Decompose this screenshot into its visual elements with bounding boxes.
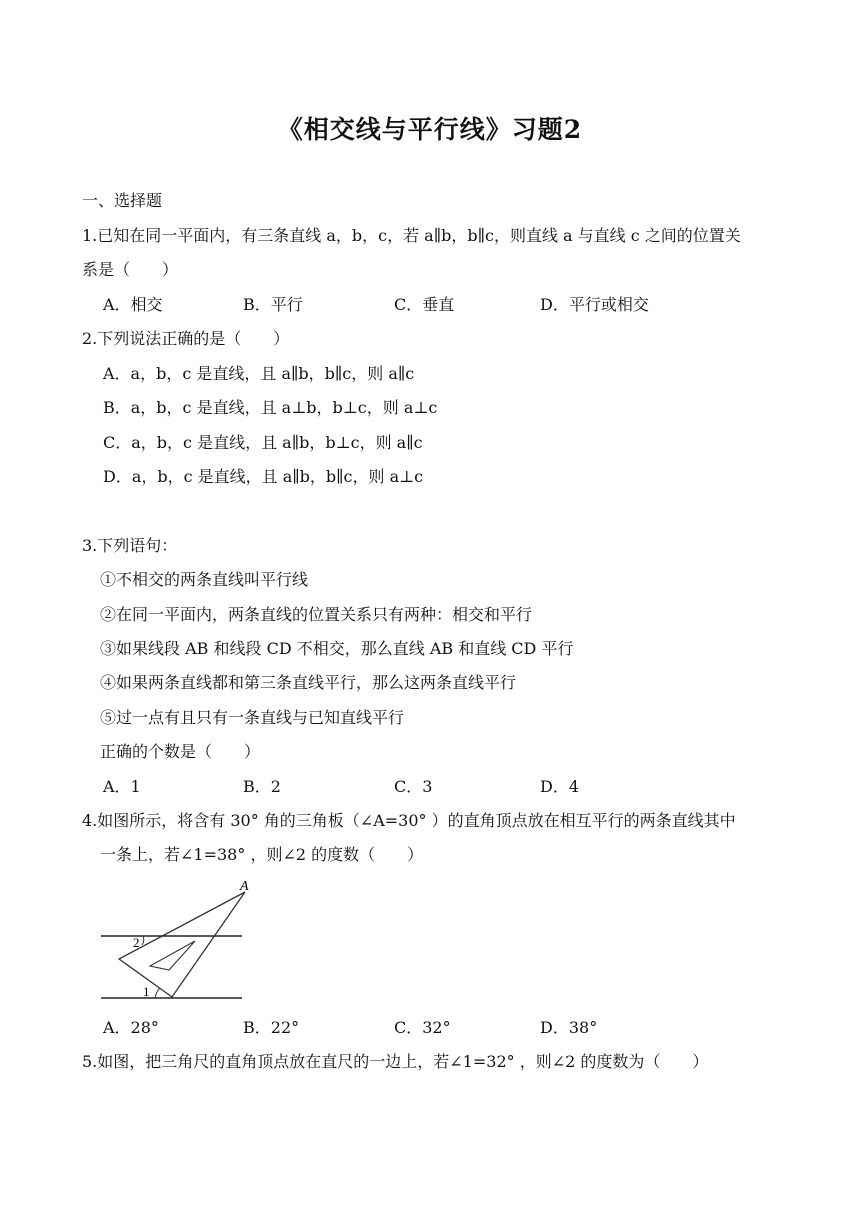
- angle-1-arc: [155, 988, 160, 998]
- q4-figure: [95, 878, 255, 1003]
- q4-option-a: A．28°: [103, 1018, 159, 1037]
- q3-option-b: B．2: [243, 777, 281, 796]
- q1-option-d: D．平行或相交: [540, 295, 649, 314]
- angle-2-arc: [142, 936, 144, 945]
- q1-option-b: B．平行: [243, 295, 303, 314]
- q4-option-b: B．22°: [243, 1018, 300, 1037]
- q3-statement-4: ④如果两条直线都和第三条直线平行，那么这两条直线平行: [100, 673, 517, 692]
- angle-1-label: 1: [143, 984, 150, 999]
- q4-option-c: C．32°: [394, 1018, 451, 1037]
- q3-statement-5: ⑤过一点有且只有一条直线与已知直线平行: [100, 708, 405, 727]
- q3-statement-1: ①不相交的两条直线叫平行线: [100, 570, 309, 589]
- q3-statement-3: ③如果线段 AB 和线段 CD 不相交，那么直线 AB 和直线 CD 平行: [100, 639, 574, 658]
- q2-stem: 2.下列说法正确的是（ ）: [82, 329, 290, 348]
- triangle-ruler-cutout: [150, 941, 195, 970]
- q2-option-c: C．a，b，c 是直线，且 a∥b，b⊥c，则 a∥c: [103, 433, 423, 452]
- page-title: 《相交线与平行线》习题2: [277, 115, 583, 144]
- q5-stem: 5.如图，把三角尺的直角顶点放在直尺的一边上，若∠1=32° ，则∠2 的度数为（ ）: [82, 1052, 709, 1071]
- q4-stem-line2: 一条上，若∠1=38° ，则∠2 的度数（ ）: [100, 845, 424, 864]
- q3-ask: 正确的个数是（ ）: [100, 742, 261, 761]
- q3-stem: 3.下列语句：: [82, 536, 178, 555]
- section-heading: 一、选择题: [82, 191, 163, 210]
- q1-stem-line1: 1.已知在同一平面内，有三条直线 a，b，c，若 a∥b，b∥c，则直线 a 与直线 c 之间的位置关: [82, 226, 741, 245]
- q1-option-a: A．相交: [103, 295, 163, 314]
- q3-option-c: C．3: [394, 777, 433, 796]
- q4-option-d: D．38°: [540, 1018, 598, 1037]
- q2-option-b: B．a，b，c 是直线，且 a⊥b，b⊥c，则 a⊥c: [103, 398, 438, 417]
- q2-option-a: A．a，b，c 是直线，且 a∥b，b∥c，则 a∥c: [103, 364, 415, 383]
- q1-option-c: C．垂直: [394, 295, 455, 314]
- vertex-a-label: A: [240, 879, 249, 894]
- q3-option-a: A．1: [103, 777, 141, 796]
- angle-2-label: 2: [133, 935, 140, 950]
- q3-option-d: D．4: [540, 777, 580, 796]
- q4-stem-line1: 4.如图所示，将含有 30° 角的三角板（∠A=30° ）的直角顶点放在相互平行的两条直线其中: [82, 811, 736, 830]
- q3-statement-2: ②在同一平面内，两条直线的位置关系只有两种：相交和平行: [100, 605, 533, 624]
- q1-stem-line2: 系是（ ）: [82, 260, 179, 279]
- q2-option-d: D．a，b，c 是直线，且 a∥b，b∥c，则 a⊥c: [103, 467, 424, 486]
